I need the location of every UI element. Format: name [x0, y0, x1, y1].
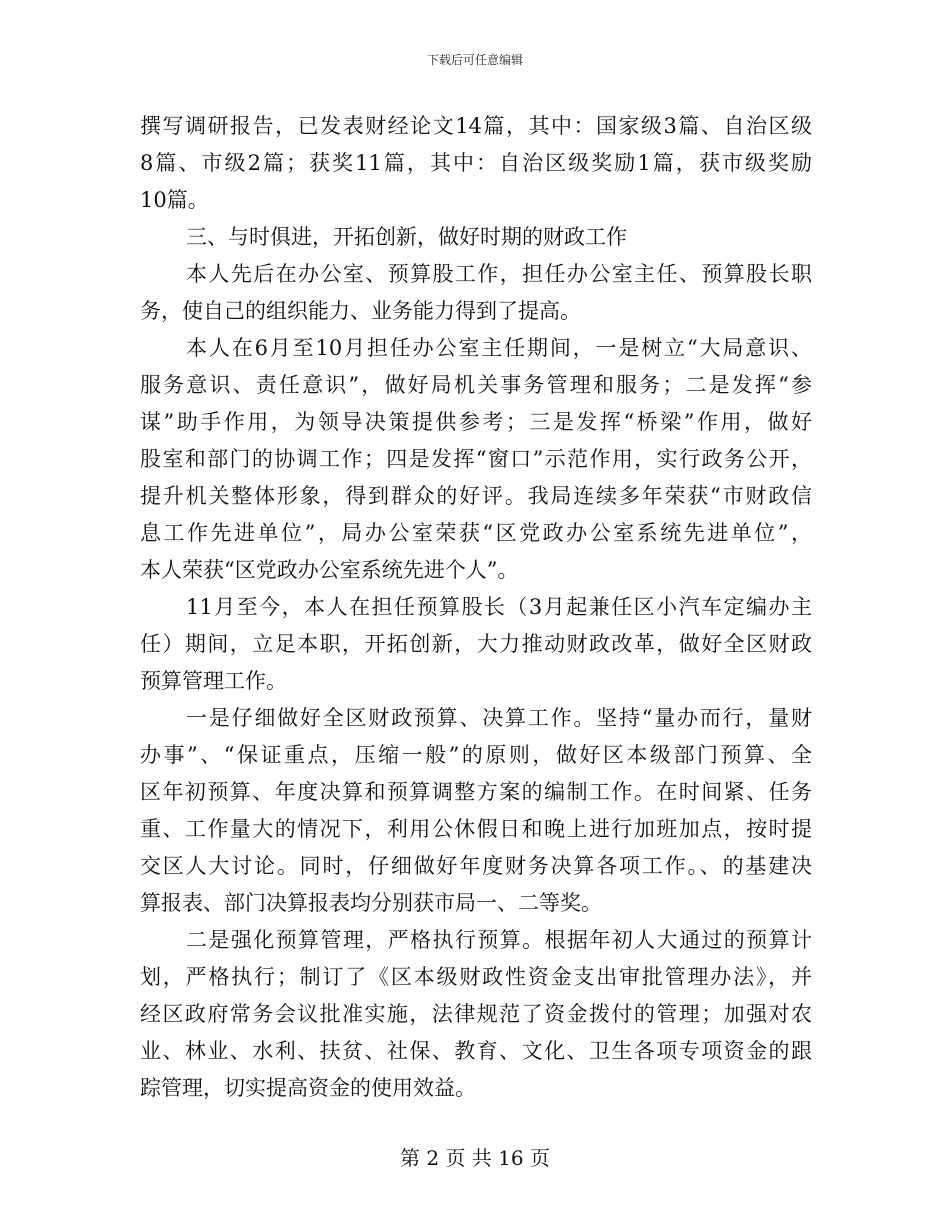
page-number: 第 2 页 共 16 页: [400, 1146, 550, 1170]
page-header: 下载后可任意编辑: [426, 53, 523, 67]
text-line: 本人先后在办公室、预算股工作，担任办公室主任、预算股长职: [186, 262, 812, 286]
text-line: 算报表、部门决算报表均分别获市局一、二等奖。: [140, 891, 602, 915]
text-line: 业、林业、水利、扶贫、社保、教育、文化、卫生各项专项资金的跟: [140, 1039, 812, 1063]
text-line: 重、工作量大的情况下，利用公休假日和晚上进行加班加点，按时提: [140, 817, 812, 841]
text-line: 服务意识、责任意识”，做好局机关事务管理和服务；二是发挥“参: [140, 373, 812, 397]
text-line: 本人荣获“区党政办公室系统先进个人”。: [140, 558, 519, 582]
text-line: 8篇、市级2篇；获奖11篇，其中：自治区级奖励1篇，获市级奖励: [140, 151, 812, 175]
text-line: 11月至今，本人在担任预算股长（3月起兼任区小汽车定编办主: [186, 595, 812, 619]
text-line: 10篇。: [140, 188, 209, 212]
text-line: 经区政府常务会议批准实施，法律规范了资金拨付的管理；加强对农: [140, 1002, 812, 1026]
text-line: 一是仔细做好全区财政预算、决算工作。坚持“量办而行，量财: [186, 706, 812, 730]
text-line: 股室和部门的协调工作；四是发挥“窗口”示范作用，实行政务公开，: [140, 447, 812, 471]
text-line: 提升机关整体形象，得到群众的好评。我局连续多年荣获“市财政信: [140, 484, 812, 508]
text-line: 区年初预算、年度决算和预算调整方案的编制工作。在时间紧、任务: [140, 780, 812, 804]
text-line: 撰写调研报告，已发表财经论文14篇，其中：国家级3篇、自治区级: [140, 114, 812, 138]
text-line: 息工作先进单位”，局办公室荣获“区党政办公室系统先进单位”，: [140, 521, 812, 545]
text-line: 划，严格执行；制订了《区本级财政性资金支出审批管理办法》，并: [140, 965, 812, 989]
text-line: 预算管理工作。: [140, 669, 287, 693]
text-line: 任）期间，立足本职，开拓创新，大力推动财政改革，做好全区财政: [140, 632, 812, 656]
text-line: 务，使自己的组织能力、业务能力得到了提高。: [140, 299, 581, 323]
text-line: 谋”助手作用，为领导决策提供参考；三是发挥“桥梁”作用，做好: [140, 410, 812, 434]
text-line: 交区人大讨论。同时，仔细做好年度财务决算各项工作。、的基建决: [140, 854, 812, 878]
document-body: [140, 108, 812, 1107]
text-line: 二是强化预算管理，严格执行预算。根据年初人大通过的预算计: [186, 928, 812, 952]
text-line: 本人在6月至10月担任办公室主任期间，一是树立“大局意识、: [186, 336, 812, 360]
text-line: 踪管理，切实提高资金的使用效益。: [140, 1076, 476, 1100]
section-heading: 三、与时俱进，开拓创新，做好时期的财政工作: [186, 225, 627, 249]
text-line: 办事”、“保证重点，压缩一般”的原则，做好区本级部门预算、全: [140, 743, 812, 767]
